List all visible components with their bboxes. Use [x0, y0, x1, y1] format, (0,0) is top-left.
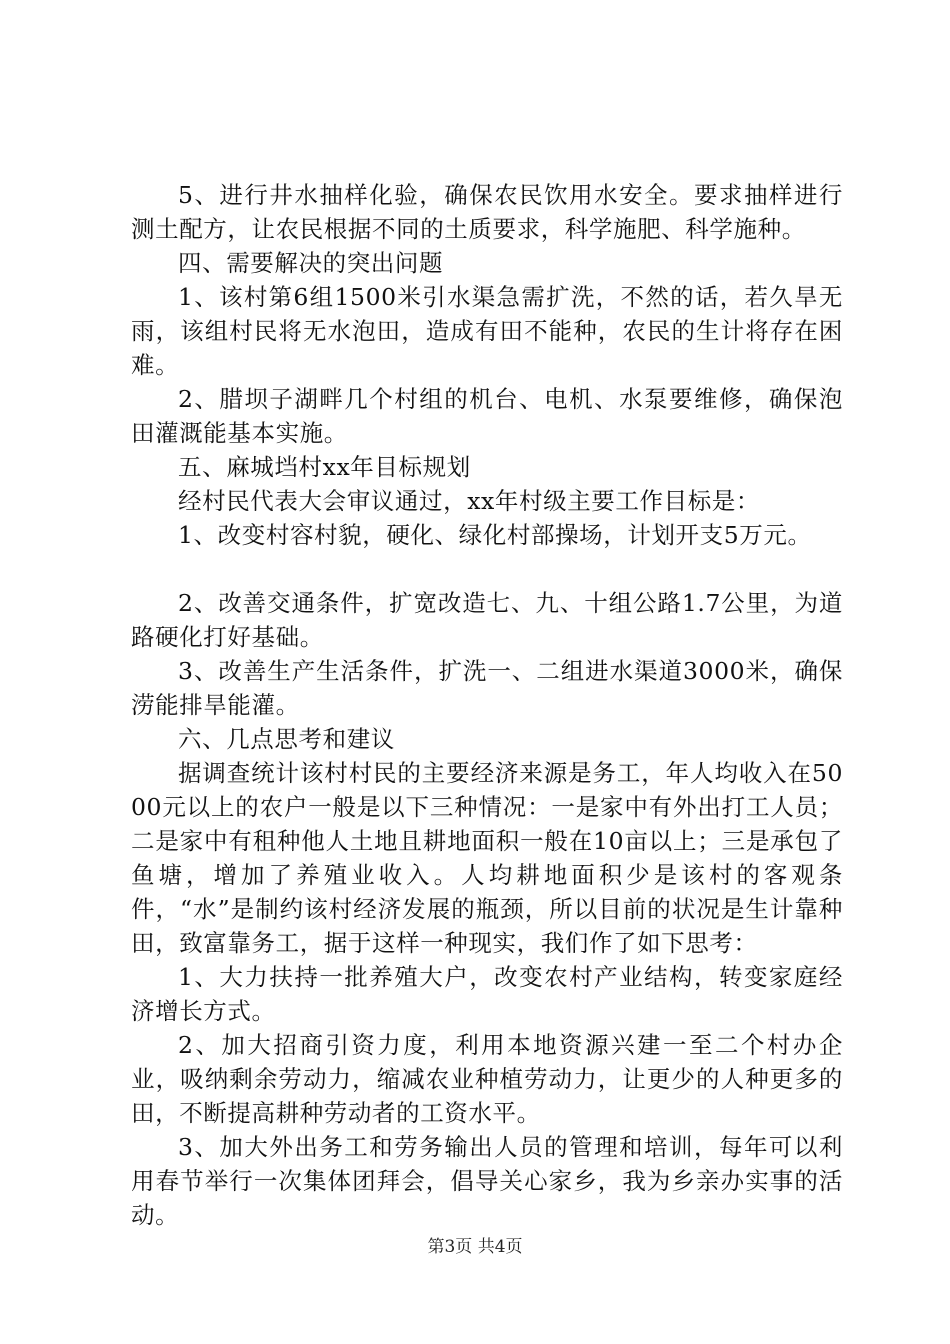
- paragraph-goal-village-appearance: 1、改变村容村貌，硬化、绿化村部操场，计划开支5万元。: [178, 521, 812, 549]
- paragraph-goal-production: 3、改善生产生活条件，扩洗一、二组进水渠道3000米，确保涝能排旱能灌。: [131, 657, 843, 719]
- section-heading-goals: 五、麻城垱村xx年目标规划: [178, 453, 471, 481]
- paragraph-canal-expansion: 1、该村第6组1500米引水渠急需扩洗，不然的话，若久旱无雨，该组村民将无水泡田，造成有田不能种，农民的生计将存在困难。: [131, 283, 843, 379]
- paragraph-survey-findings: 据调查统计该村村民的主要经济来源是务工，年人均收入在5000元以上的农户一般是以下三种情况：一是家中有外出打工人员；二是家中有租种他人土地且耕地面积一般在10亩以上；三是承包了鱼塘，增加了养殖业收入。人均耕地面积少是该村的客观条件，“水”是制约该村经济发展的瓶颈，所以目前的状况是生计靠种田，致富靠务工，据于这样一种现实，我们作了如下思考：: [131, 759, 843, 957]
- paragraph-suggestion-workers: 3、加大外出务工和劳务输出人员的管理和培训，每年可以利用春节举行一次集体团拜会，倡导关心家乡，我为乡亲办实事的活动。: [131, 1133, 843, 1229]
- page-number-footer: 第3页 共4页: [427, 1237, 523, 1257]
- paragraph-pump-repair: 2、腊坝子湖畔几个村组的机台、电机、水泵要维修，确保泡田灌溉能基本实施。: [131, 385, 843, 447]
- paragraph-spacer: [131, 552, 843, 586]
- document-body: [131, 178, 843, 1232]
- section-heading-problems: 四、需要解决的突出问题: [178, 249, 444, 277]
- paragraph-suggestion-breeding: 1、大力扶持一批养殖大户，改变农村产业结构，转变家庭经济增长方式。: [131, 963, 843, 1025]
- paragraph-goal-traffic: 2、改善交通条件，扩宽改造七、九、十组公路1.7公里，为道路硬化打好基础。: [131, 589, 843, 651]
- paragraph-goals-intro: 经村民代表大会审议通过，xx年村级主要工作目标是：: [178, 487, 761, 515]
- paragraph-suggestion-investment: 2、加大招商引资力度，利用本地资源兴建一至二个村办企业，吸纳剩余劳动力，缩减农业种植劳动力，让更少的人种更多的田，不断提高耕种劳动者的工资水平。: [131, 1031, 843, 1127]
- section-heading-suggestions: 六、几点思考和建议: [178, 725, 395, 753]
- paragraph-well-water-testing: 5、进行井水抽样化验，确保农民饮用水安全。要求抽样进行测土配方，让农民根据不同的土质要求，科学施肥、科学施种。: [131, 181, 843, 243]
